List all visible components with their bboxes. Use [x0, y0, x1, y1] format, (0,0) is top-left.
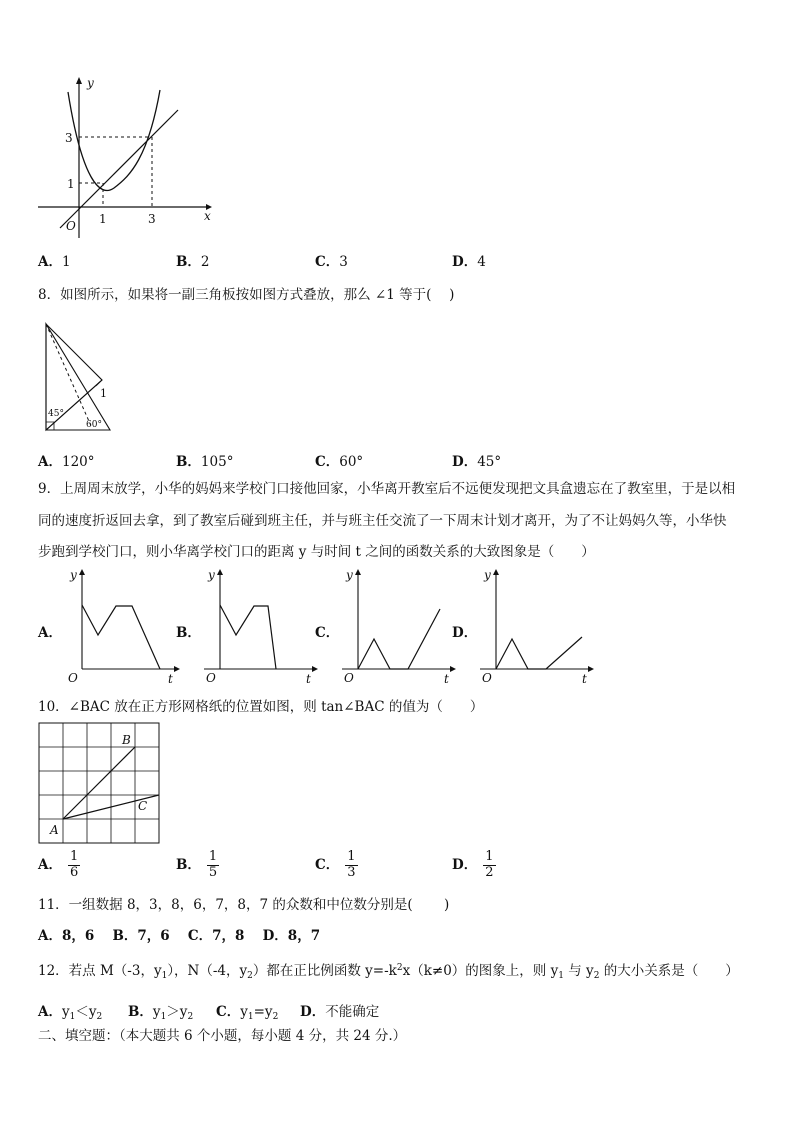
q9-graph-a [62, 565, 182, 687]
q8-option-d[interactable] [452, 450, 501, 470]
q10-option-d[interactable] [452, 850, 496, 881]
q9-graph-b [200, 565, 320, 687]
q7-option-a[interactable] [38, 250, 71, 270]
q9-graph-a-y-label: y [70, 568, 77, 582]
q10-question-text: 10．∠BAC 放在正方形网格纸的位置如图，则 tan∠BAC 的值为（ ） [38, 699, 484, 715]
q7-option-c-value: 3 [339, 254, 348, 270]
q8-option-a[interactable] [38, 450, 95, 470]
q10-option-b-fraction: $\frac{1}{5}$ [208, 849, 218, 880]
q12-option-b[interactable]: B．$y_1>y_2$ [128, 1004, 194, 1022]
q8-angle-1-label: 1 [100, 387, 107, 400]
q8-option-b[interactable] [176, 450, 233, 470]
q10-point-a: A [50, 823, 59, 837]
q7-option-c[interactable] [315, 250, 348, 270]
q12-option-c[interactable]: C．$y_1=y_2$ [216, 1004, 279, 1022]
q8-option-c-label: C． [315, 454, 340, 470]
q11-question-text: 11．一组数据 8，3，8，6，7，8，7 的众数和中位数分别是( ) [38, 897, 450, 913]
q9-question-line-1: 9．上周周末放学，小华的妈妈来学校门口接他回家，小华离开教室后不远便发现把文具盒遗忘在了教室里，于是以相 [38, 481, 736, 497]
q7-option-b[interactable] [176, 250, 210, 270]
q9-graph-d-t-label: t [582, 672, 587, 686]
q9-graph-b-t-label: t [306, 672, 311, 686]
q10-option-b[interactable] [176, 850, 219, 881]
q7-x-tick-3: 3 [148, 212, 156, 226]
q12-question-text: 12．若点 M（-3，$y_1$），N（-4，$y_2$）都在正比例函数 $y=-k^2x(k\ne 0)$的图象上，则 $y_1$ 与 $y_2$ 的大小关系是（ ） [38, 963, 739, 981]
q8-option-b-value: 105° [200, 454, 234, 470]
q10-option-a-fraction: $\frac{1}{6}$ [69, 849, 79, 880]
q9-graph-d-origin: O [482, 671, 492, 685]
q9-option-a-label[interactable]: A． [38, 625, 62, 641]
q8-option-c-value: 60° [339, 454, 364, 470]
q7-option-c-label: C． [315, 254, 340, 270]
q7-option-d-value: 4 [477, 254, 486, 270]
q8-angle-45-label: 45° [48, 409, 64, 419]
q10-option-d-fraction: $\frac{1}{2}$ [485, 849, 494, 880]
q7-option-b-value: 2 [200, 254, 210, 270]
q8-angle-60-label: 60° [86, 420, 102, 430]
q9-graph-c-origin: O [344, 671, 354, 685]
q8-question-text: 8．如图所示，如果将一副三角板按如图方式叠放，那么 ∠1 等于( ) [38, 287, 455, 303]
q10-point-b: B [122, 733, 131, 747]
q8-option-a-label: A． [38, 454, 62, 470]
q8-option-a-value: 120° [61, 454, 95, 470]
q7-y-tick-3: 3 [65, 131, 73, 145]
q7-option-a-label: A． [38, 254, 62, 270]
q9-option-b-label[interactable]: B． [176, 625, 201, 641]
q7-graph [30, 70, 230, 240]
q8-option-d-label: D． [452, 454, 478, 470]
q9-graph-b-origin: O [206, 671, 216, 685]
q7-option-b-label: B． [176, 254, 201, 270]
q9-question-line-2: 同的速度折返回去拿，到了教室后碰到班主任，并与班主任交流了一下周末计划才离开，为了不让妈妈久等，小华快 [38, 513, 727, 529]
q10-point-c: C [138, 799, 148, 813]
q7-option-d-label: D． [452, 254, 478, 270]
q10-option-b-label: B． [176, 856, 201, 873]
q7-x-axis-label: x [204, 209, 211, 223]
q8-option-b-label: B． [176, 454, 201, 470]
q10-option-c-label: C． [315, 856, 340, 873]
q10-option-c-fraction: $\frac{1}{3}$ [347, 849, 356, 880]
section2-heading: 二、填空题：（本大题共 6 个小题，每小题 4 分，共 24 分.） [38, 1028, 407, 1044]
q9-question-line-3: 步跑到学校门口，则小华离学校门口的距离 y 与时间 t 之间的函数关系的大致图象是（ ） [38, 544, 595, 560]
q12-option-a[interactable]: A．$y_1<y_2$ [38, 1004, 103, 1022]
q7-origin-label: O [66, 219, 76, 233]
q7-y-tick-1: 1 [67, 177, 75, 191]
q9-graph-c [338, 565, 458, 687]
q10-grid-figure [38, 722, 163, 847]
q9-graph-c-y-label: y [346, 568, 353, 582]
q9-option-d-label[interactable]: D． [452, 625, 478, 641]
q10-option-d-label: D． [452, 856, 478, 873]
q9-graph-d [476, 565, 596, 687]
q10-option-a-label: A． [38, 856, 62, 873]
q8-option-d-value: 45° [477, 454, 502, 470]
q9-graph-a-origin: O [68, 671, 78, 685]
q8-option-c[interactable] [315, 450, 363, 470]
q9-graph-b-y-label: y [208, 568, 215, 582]
q9-graph-c-t-label: t [444, 672, 449, 686]
q9-option-c-label[interactable]: C． [315, 625, 340, 641]
q7-option-d[interactable] [452, 250, 486, 270]
q7-y-axis-label: y [87, 76, 94, 90]
q9-graph-a-t-label: t [168, 672, 173, 686]
q10-option-c[interactable] [315, 850, 358, 881]
q9-graph-d-y-label: y [484, 568, 491, 582]
q11-options[interactable]: A．8，6 B．7，6 C．7，8 D．8，7 [38, 928, 321, 944]
q7-option-a-value: 1 [61, 254, 71, 270]
q8-figure-triangles [40, 320, 120, 435]
q7-x-tick-1: 1 [99, 212, 107, 226]
q12-option-d[interactable]: D．不能确定 [300, 1004, 380, 1020]
q10-option-a[interactable] [38, 850, 80, 881]
